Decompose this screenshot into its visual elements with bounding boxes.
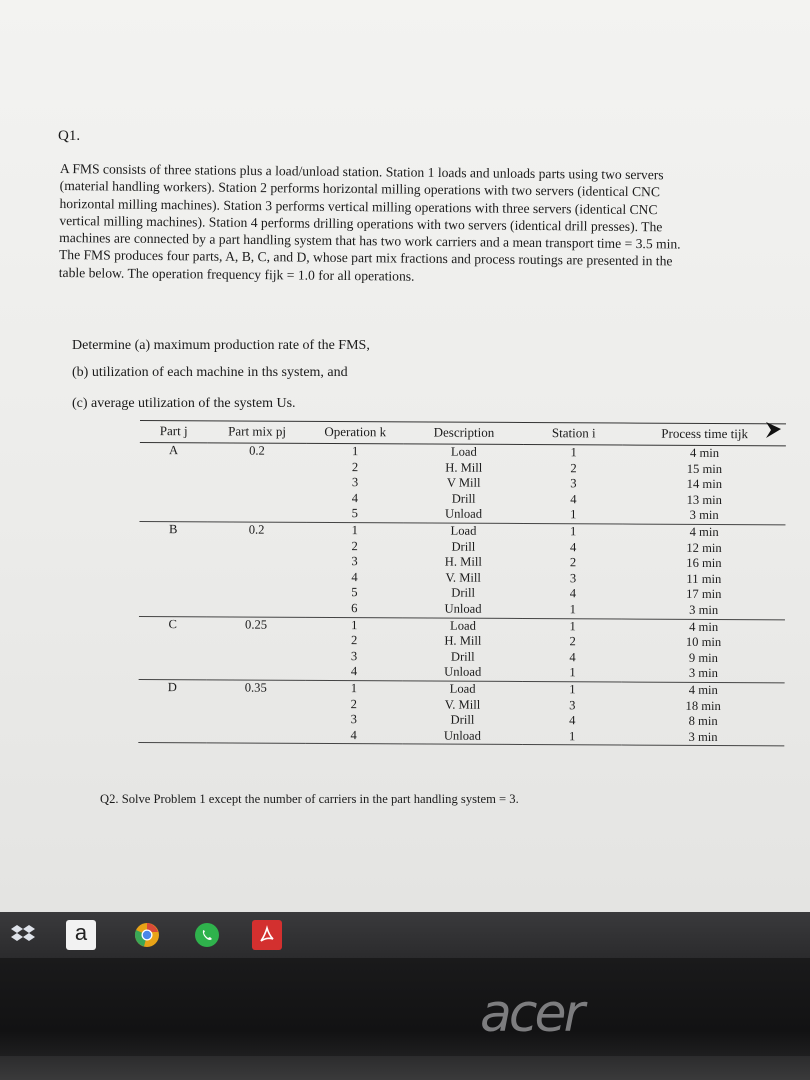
cell-process-time: 3 min [622, 729, 785, 746]
cell-process-time: 4 min [689, 524, 719, 539]
intro-line: vertical milling machines). Station 4 performs drilling operations with two servers (identical drill presses). The [59, 212, 663, 235]
cell-description: V. Mill [445, 570, 481, 585]
cell-station: 1 [524, 507, 623, 524]
cell-part [140, 474, 208, 490]
question-2: Q2. Solve Problem 1 except the number of carriers in the part handling system = 3. [100, 792, 519, 806]
cell-operation: 1 [351, 523, 358, 538]
cell-part: C [168, 616, 177, 631]
cell-part-mix [206, 664, 305, 681]
cell-part-mix: 0.2 [248, 522, 265, 537]
cell-part [139, 569, 207, 585]
cell-station: 2 [569, 634, 576, 649]
cell-part [138, 711, 206, 727]
cell-station: 1 [523, 729, 622, 746]
brand-logo: acer [480, 984, 582, 1044]
table-row [138, 727, 784, 746]
cell-process-time: 9 min [688, 650, 719, 665]
cell-station: 2 [569, 555, 577, 570]
cell-part-mix [206, 632, 305, 648]
cell-part-mix [207, 490, 306, 506]
taskbar [0, 912, 810, 958]
cell-part [140, 459, 208, 475]
cell-part [138, 695, 206, 711]
cell-operation: 1 [351, 444, 359, 459]
cell-description: H. Mill [444, 554, 482, 569]
cell-process-time: 8 min [688, 713, 718, 729]
cell-part-mix [207, 538, 306, 554]
intro-line: (material handling workers). Station 2 performs horizontal milling operations with two servers (identical CNC [59, 178, 661, 200]
cell-station: 4 [569, 586, 577, 601]
cell-description: H. Mill [445, 460, 483, 475]
amazon-letter: a [74, 920, 88, 945]
cell-description: Drill [450, 649, 475, 664]
chrome-icon[interactable] [132, 920, 162, 950]
cell-operation: 1 [351, 617, 358, 632]
monitor-bezel [0, 958, 810, 1080]
cell-operation: 4 [351, 569, 358, 584]
cell-process-time: 13 min [686, 492, 723, 507]
dropbox-icon[interactable] [8, 920, 38, 950]
cell-part: A [169, 443, 179, 458]
cell-part-mix [207, 475, 306, 491]
cell-part [139, 553, 207, 569]
task-c: (c) average utilization of the system Us. [72, 396, 296, 411]
cell-part-mix: 0.35 [244, 680, 267, 695]
cell-part [139, 600, 207, 616]
cell-operation: 2 [351, 538, 358, 553]
cell-process-time: 14 min [686, 477, 723, 492]
cell-description: Unload [403, 601, 523, 618]
question-1-intro [59, 160, 772, 289]
cell-description: V Mill [446, 475, 481, 490]
intro-line: machines are connected by a part handling system that has two work carriers and a mean transport time = 3.5 min. [59, 230, 681, 252]
cell-part-mix [206, 727, 305, 744]
cell-part-mix [206, 711, 305, 727]
routing-table [138, 420, 786, 747]
cell-operation: 3 [350, 712, 357, 727]
cell-operation: 5 [351, 585, 358, 600]
acrobat-icon[interactable] [252, 920, 282, 950]
cell-description: Drill [450, 712, 475, 727]
cell-operation: 2 [350, 633, 358, 648]
keyboard-edge [0, 1056, 810, 1080]
question-1-title: Q1. [58, 128, 81, 144]
cell-station: 1 [523, 665, 622, 682]
cell-station: 4 [569, 649, 576, 665]
cell-operation: 2 [351, 459, 359, 474]
cell-process-time: 3 min [623, 508, 786, 525]
cell-operation: 3 [351, 554, 358, 569]
cell-part [139, 584, 207, 600]
header-process-time: Process time tijk [623, 423, 786, 446]
cell-part-mix [207, 569, 306, 585]
cell-part-mix [207, 600, 306, 617]
cell-part [139, 663, 207, 679]
cell-part [139, 538, 207, 554]
cell-process-time: 4 min [689, 619, 719, 634]
cell-station: 2 [570, 460, 577, 475]
cell-part: D [167, 680, 177, 695]
intro-line: A FMS consists of three stations plus a load/unload station. Station 1 loads and unloads parts using two servers [59, 160, 664, 183]
cell-part-mix: 0.25 [245, 617, 268, 632]
cell-station: 3 [570, 476, 577, 491]
cell-process-time: 17 min [686, 587, 722, 602]
cell-description: Load [449, 618, 476, 633]
cell-process-time: 3 min [622, 602, 785, 619]
whatsapp-icon[interactable] [192, 920, 222, 950]
task-a: Determine (a) maximum production rate of the FMS, [72, 338, 370, 353]
mouse-cursor-icon [763, 420, 783, 440]
cell-part-mix [207, 554, 306, 570]
cell-description: Load [450, 444, 477, 459]
cell-process-time: 18 min [685, 698, 721, 713]
cell-operation: 2 [350, 696, 358, 711]
header-part: Part j [140, 421, 208, 443]
cell-description: Unload [403, 507, 523, 524]
cell-part: B [168, 522, 178, 537]
cell-operation: 3 [351, 475, 359, 490]
cell-process-time: 4 min [688, 682, 718, 697]
cell-station: 1 [570, 524, 577, 539]
cell-description: Load [450, 523, 477, 538]
table-body [138, 442, 786, 746]
cell-process-time: 12 min [686, 540, 722, 555]
cell-station: 4 [569, 539, 577, 554]
intro-line: horizontal milling machines). Station 3 performs vertical milling operations with three servers (identical CNC [59, 195, 658, 217]
cell-part [139, 648, 207, 664]
cell-part-mix: 0.2 [249, 443, 265, 458]
cell-process-time: 15 min [686, 461, 723, 476]
cell-process-time: 10 min [685, 634, 722, 650]
cell-station: 1 [569, 682, 576, 697]
header-part-mix: Part mix pj [207, 421, 306, 444]
cell-part-mix [207, 506, 306, 523]
cell-description: Drill [451, 539, 476, 554]
cell-part-mix [207, 585, 306, 601]
cell-description: V. Mill [444, 697, 481, 712]
cell-station: 3 [569, 571, 577, 586]
amazon-icon[interactable] [66, 920, 96, 950]
header-operation: Operation k [307, 421, 404, 444]
cell-process-time: 4 min [689, 445, 720, 461]
cell-description: H. Mill [444, 633, 482, 648]
intro-line: table below. The operation frequency fijk = 1.0 for all operations. [58, 264, 415, 284]
cell-part [139, 632, 207, 648]
cell-station: 1 [523, 602, 622, 619]
cell-part-mix [206, 696, 305, 712]
cell-station: 4 [569, 713, 576, 728]
cell-operation: 3 [350, 648, 358, 663]
cell-station: 3 [569, 697, 576, 712]
header-station: Station i [524, 423, 623, 446]
cell-description: Unload [402, 728, 522, 745]
cell-process-time: 11 min [686, 571, 722, 586]
cell-description: Drill [451, 585, 476, 601]
task-b: (b) utilization of each machine in ths system, and [72, 365, 348, 380]
cell-description: Unload [403, 665, 523, 682]
cell-station: 1 [569, 618, 576, 633]
header-description: Description [404, 422, 524, 445]
cell-description: Load [449, 681, 476, 696]
cell-operation: 4 [351, 490, 359, 505]
cell-part [140, 490, 208, 506]
cell-operation: 5 [306, 506, 403, 523]
cell-description: Drill [451, 491, 476, 506]
cell-part-mix [207, 459, 306, 475]
cell-station: 1 [570, 445, 577, 460]
cell-station: 4 [570, 492, 577, 507]
cell-process-time: 16 min [686, 556, 722, 571]
cell-part [139, 505, 207, 521]
cell-operation: 1 [350, 681, 358, 696]
intro-line: The FMS produces four parts, A, B, C, and D, whose part mix fractions and process routings are presented in the [58, 247, 673, 269]
cell-part [138, 727, 206, 743]
cell-part-mix [206, 648, 305, 664]
cell-operation: 6 [306, 601, 403, 618]
cell-operation: 4 [305, 664, 402, 681]
cell-operation: 4 [305, 728, 402, 745]
cell-process-time: 3 min [622, 666, 785, 683]
